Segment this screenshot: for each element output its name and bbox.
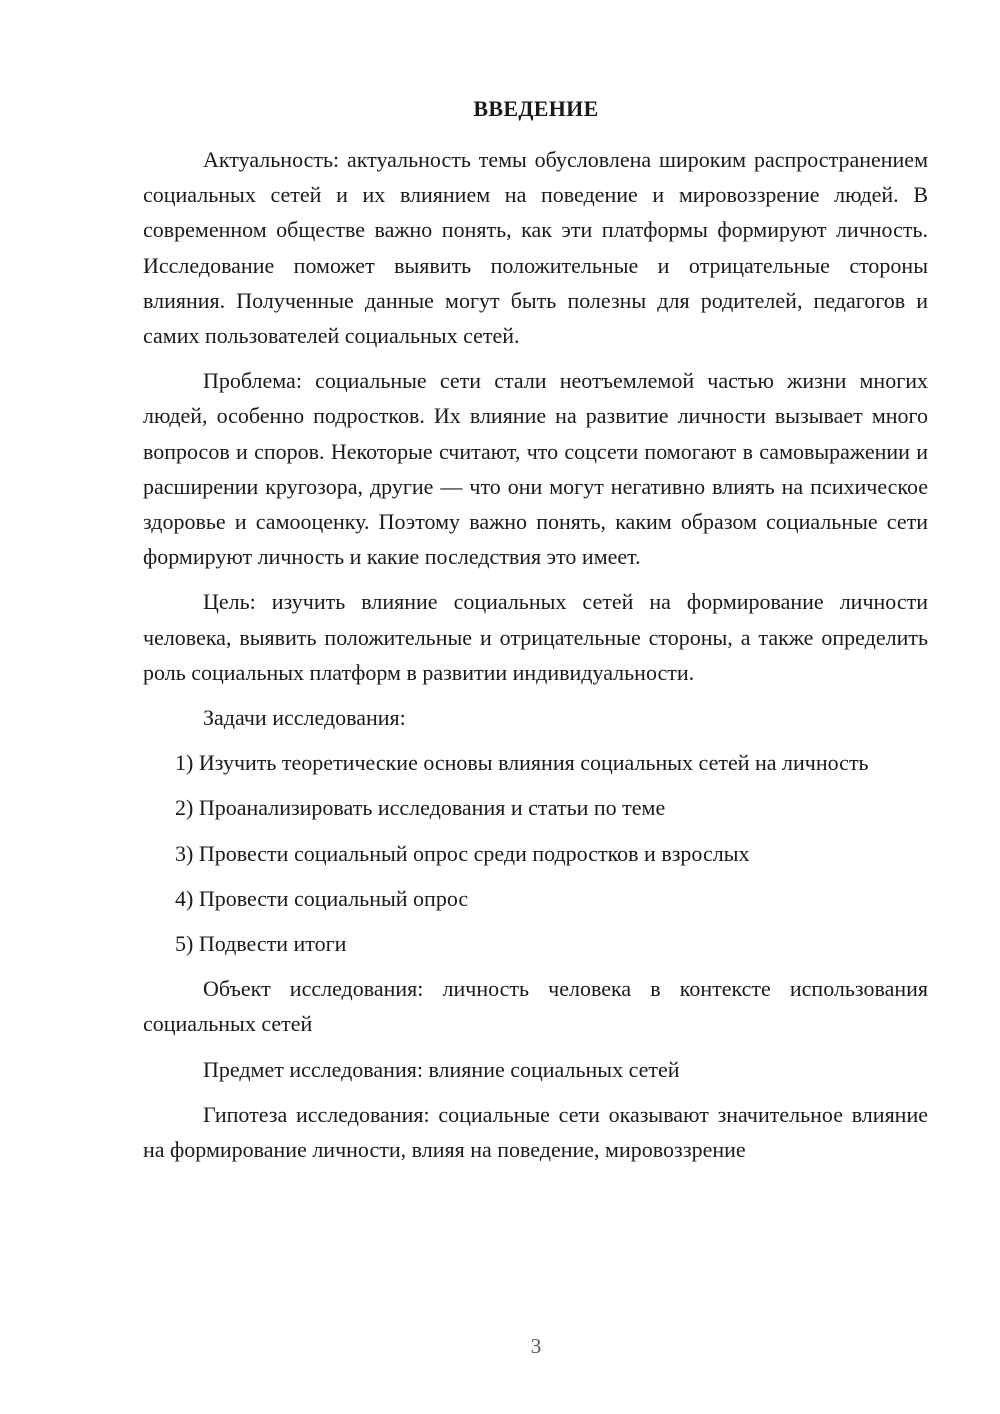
- paragraph-subject: Предмет исследования: влияние социальных сетей: [203, 1056, 680, 1082]
- task-item-3: 3) Провести социальный опрос среди подростков и взрослых: [175, 840, 750, 866]
- paragraph-object: Объект исследования: личность человека в контексте использования социальных сетей: [143, 976, 928, 1037]
- paragraph-problem: Проблема: социальные сети стали неотъемлемой частью жизни многих людей, особенно подростков. Их влияние на развитие личности вызывает много вопросов и споров. Некоторые считают, что соцсети помогают в самовыражении и расширении кругозора, другие — что они могут негативно влиять на психическое здоровье и самооценку. Поэтому важно понять, каким образом социальные сети формируют личность и какие последствия это имеет.: [143, 368, 928, 570]
- tasks-heading: Задачи исследования:: [203, 705, 406, 731]
- task-item-5: 5) Подвести итоги: [175, 931, 347, 957]
- page-number: 3: [530, 1334, 542, 1358]
- document-body: [143, 142, 928, 1177]
- task-item-2: 2) Проанализировать исследования и статьи по теме: [175, 795, 666, 821]
- paragraph-goal: Цель: изучить влияние социальных сетей на формирование личности человека, выявить положительные и отрицательные стороны, а также определить роль социальных платформ в развитии индивидуальности.: [143, 589, 928, 685]
- paragraph-hypothesis: Гипотеза исследования: социальные сети оказывают значительное влияние на формирование личности, влияя на поведение, мировоззрение: [143, 1101, 928, 1163]
- paragraph-relevance: Актуальность: актуальность темы обусловлена широким распространением социальных сетей и их влиянием на поведение и мировоззрение людей. В современном обществе важно понять, как эти платформы формируют личность. Исследование поможет выявить положительные и отрицательные стороны влияния. Полученные данные могут быть полезны для родителей, педагогов и самих пользователей социальных сетей.: [143, 147, 928, 349]
- section-title: ВВЕДЕНИЕ: [473, 96, 599, 121]
- task-item-1: 1) Изучить теоретические основы влияния социальных сетей на личность: [175, 750, 869, 776]
- task-item-4: 4) Провести социальный опрос: [175, 885, 469, 911]
